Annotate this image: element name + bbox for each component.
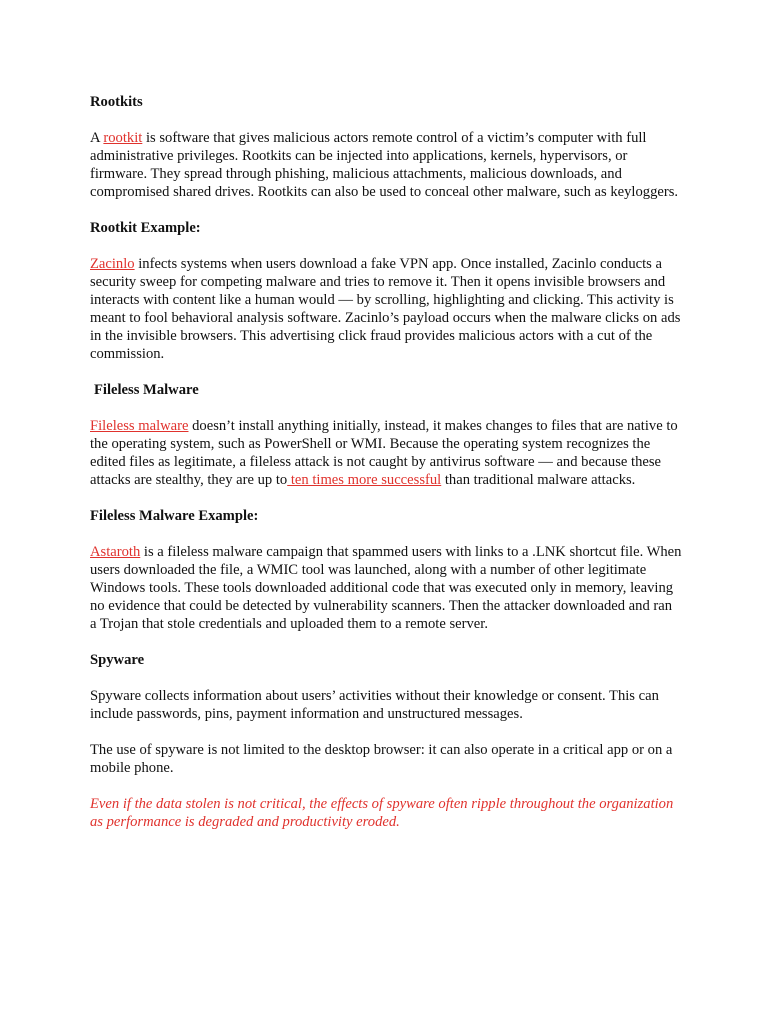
paragraph-spyware-1: Spyware collects information about users’ activities without their knowledge or consent. This can include passwords, pins, payment information and unstructured messages. — [90, 688, 659, 722]
paragraph-text: is a fileless malware campaign that spammed users with links to a .LNK shortcut file. When users downloaded the file, a WMIC tool was launched, along with a number of other legitimate Windows tools. These tools downloaded additional code that was executed only in memory, leaving no evidence that could be detected by vulnerability scanners. Then the attacker downloaded and ran a Trojan that stole credentials and uploaded them to a remote server. — [90, 544, 682, 632]
paragraph-fileless-example — [90, 543, 682, 633]
document-page — [90, 93, 682, 849]
zacinlo-link[interactable]: Zacinlo — [90, 256, 135, 272]
paragraph-rootkits — [90, 129, 682, 201]
paragraph-text: doesn’t install anything initially, instead, it makes changes to files that are native to the operating system, such as PowerShell or WMI. Because the operating system recognizes the edited files as legitimate, a fileless attack is not caught by antivirus software — and because these attacks are stealthy, they are up to — [90, 418, 678, 488]
paragraph-text: infects systems when users download a fake VPN app. Once installed, Zacinlo conducts a security sweep for competing malware and tries to remove it. Then it opens invisible browsers and interacts with content like a human would — by scrolling, highlighting and clicking. This activity is meant to fool behavioral analysis software. Zacinlo’s payload occurs when the malware clicks on ads in the invisible browsers. This advertising click fraud provides malicious actors with a cut of the commission. — [90, 256, 681, 362]
paragraph-rootkit-example — [90, 255, 682, 363]
paragraph-text: than traditional malware attacks. — [441, 472, 636, 488]
paragraph-text: A — [90, 130, 104, 146]
paragraph-spyware-2: The use of spyware is not limited to the desktop browser: it can also operate in a critical app or on a mobile phone. — [90, 742, 673, 776]
astaroth-link[interactable]: Astaroth — [90, 544, 141, 560]
heading-fileless-example: Fileless Malware Example: — [90, 508, 259, 524]
heading-fileless-malware: Fileless Malware — [94, 382, 199, 398]
fileless-malware-link[interactable]: Fileless malware — [90, 418, 189, 434]
paragraph-fileless-malware — [90, 417, 682, 489]
heading-rootkits: Rootkits — [90, 94, 143, 110]
paragraph-spyware-emphasis: Even if the data stolen is not critical, the effects of spyware often ripple throughout the organization as performance is degraded and productivity eroded. — [90, 796, 674, 830]
heading-rootkit-example: Rootkit Example: — [90, 220, 201, 236]
heading-spyware: Spyware — [90, 652, 145, 668]
rootkit-link[interactable]: rootkit — [103, 130, 143, 146]
ten-times-link[interactable]: ten times more successful — [287, 472, 442, 488]
paragraph-text: is software that gives malicious actors remote control of a victim’s computer with full administrative privileges. Rootkits can be injected into applications, kernels, hypervisors, or firmware. They spread through phishing, malicious attachments, malicious downloads, and compromised shared drives. Rootkits can also be used to conceal other malware, such as keyloggers. — [90, 130, 679, 200]
